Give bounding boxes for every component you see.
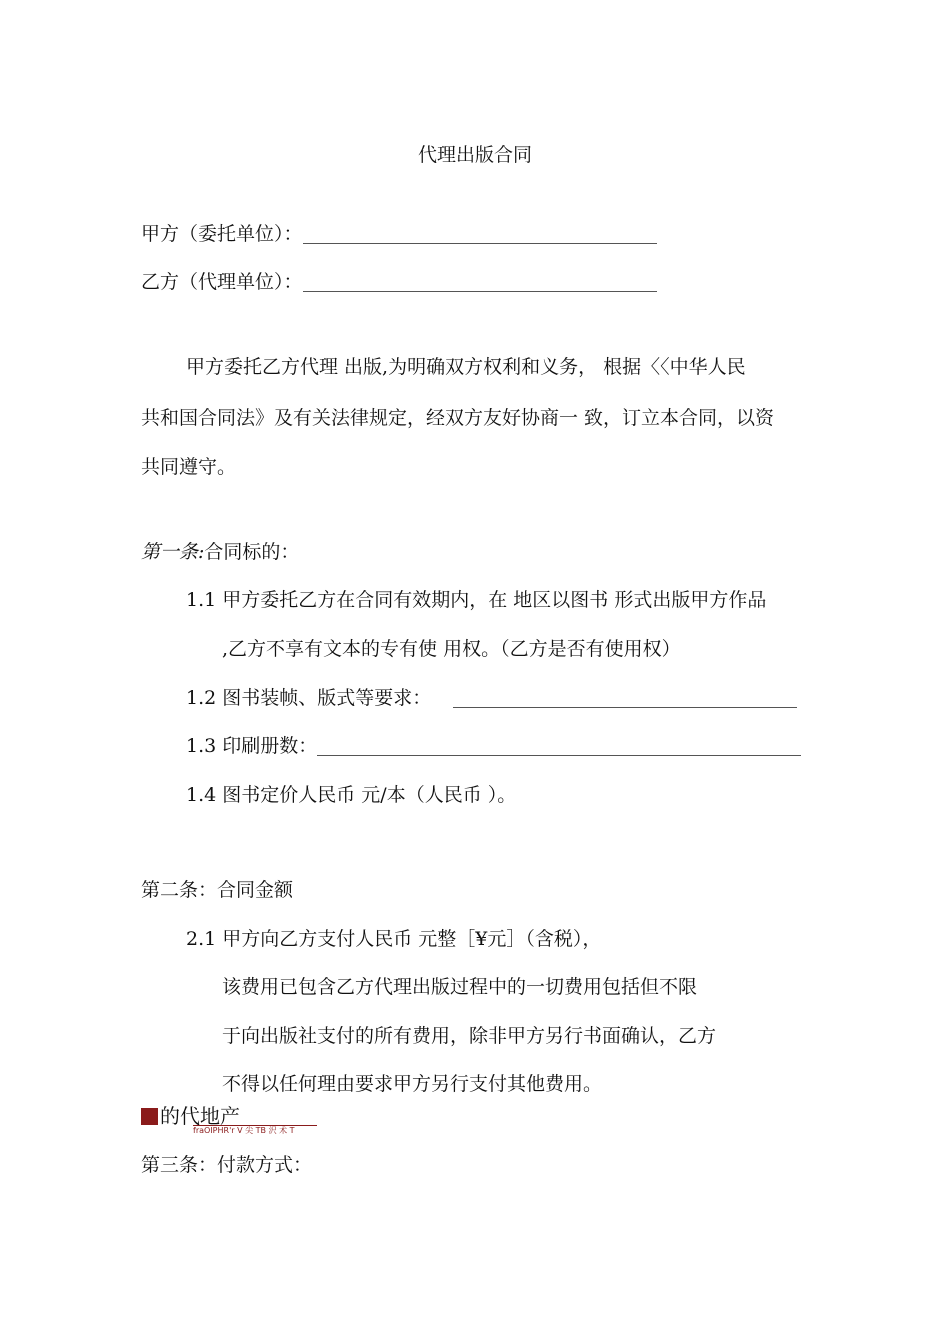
party-a-blank bbox=[303, 229, 657, 244]
watermark-logo-text: 的代地产 bbox=[160, 1104, 240, 1128]
party-a-line bbox=[141, 222, 657, 246]
clause-2-1-line-4: 不得以任何理由要求甲方另行支付其他费用。 bbox=[222, 1073, 603, 1095]
clause-1-3-line bbox=[186, 734, 801, 758]
article-3-heading: 第三条：付款方式： bbox=[141, 1154, 313, 1176]
party-b-blank bbox=[303, 277, 657, 292]
clause-1-1-line-2: ,乙方不享有文本的专有使 用权。（乙方是否有使用权） bbox=[222, 638, 681, 660]
logo-square-icon bbox=[141, 1108, 158, 1125]
preamble-line-1: 甲方委托乙方代理 出版,为明确双方权利和义务， 根据〈〈中华人民 bbox=[186, 356, 746, 378]
clause-1-2-label: 1.2 图书装帧、版式等要求： bbox=[186, 687, 432, 709]
clause-1-3-blank bbox=[317, 741, 801, 756]
watermark-subtext: fraOIPHR'r V 尖 TB 沢 术 T bbox=[193, 1125, 317, 1136]
article-1-heading bbox=[141, 540, 299, 564]
clause-1-4-line: 1.4 图书定价人民币 元/本（人民币 ）。 bbox=[186, 784, 517, 806]
clause-1-3-label: 1.3 印刷册数： bbox=[186, 735, 318, 757]
article-2-heading: 第二条：合同金额 bbox=[141, 879, 294, 901]
clause-2-1-line-1: 2.1 甲方向乙方支付人民币 元整［¥元］（含税）， bbox=[186, 928, 602, 950]
clause-2-1-line-2: 该费用已包含乙方代理出版过程中的一切费用包括但不限 bbox=[222, 976, 698, 998]
clause-1-2-line bbox=[186, 686, 797, 710]
preamble-line-2: 共和国合同法》及有关法律规定，经双方友好协商一 致，订立本合同，以资 bbox=[141, 407, 775, 429]
preamble-line-3: 共同遵守。 bbox=[141, 456, 237, 478]
clause-1-2-blank bbox=[453, 693, 797, 708]
contract-title: 代理出版合同 bbox=[417, 144, 532, 166]
clause-2-1-line-3: 于向出版社支付的所有费用，除非甲方另行书面确认，乙方 bbox=[222, 1025, 717, 1047]
party-a-label: 甲方（委托单位）： bbox=[141, 223, 303, 245]
party-b-line bbox=[141, 270, 657, 294]
party-b-label: 乙方（代理单位）： bbox=[141, 271, 303, 293]
clause-1-1-line-1: 1.1 甲方委托乙方在合同有效期内，在 地区以图书 形式出版甲方作品 bbox=[186, 589, 767, 611]
article-1-number: 第一条: bbox=[141, 541, 205, 563]
article-1-title: 合同标的： bbox=[204, 541, 300, 563]
